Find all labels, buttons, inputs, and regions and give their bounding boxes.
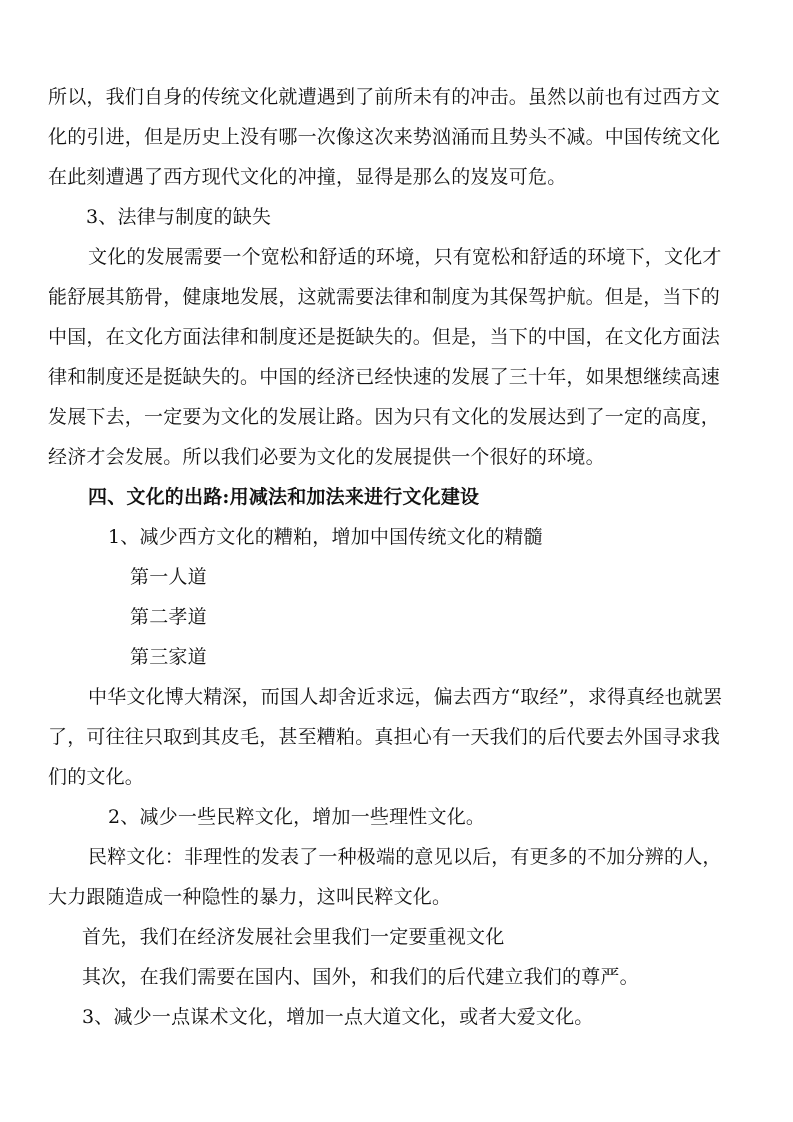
- text-line-3: 在此刻遭遇了西方现代文化的冲撞，显得是那么的岌岌可危。: [48, 166, 567, 188]
- text-line-9: 发展下去，一定要为文化的发展让路。因为只有文化的发展达到了一定的高度，: [48, 406, 721, 428]
- subheading-1: 1、减少西方文化的糟粕，增加中国传统文化的精髓: [108, 526, 543, 548]
- text-line-18: 们的文化。: [48, 766, 145, 788]
- section-heading-3: 3、法律与制度的缺失: [86, 206, 272, 228]
- subheading-2: 2、减少一些民粹文化，增加一些理性文化。: [108, 806, 486, 828]
- text-line-10: 经济才会发展。所以我们必要为文化的发展提供一个很好的环境。: [48, 446, 605, 468]
- text-line-2: 化的引进，但是历史上没有哪一次像这次来势汹涌而且势头不减。中国传统文化: [48, 126, 721, 148]
- list-item-3: 第三家道: [130, 646, 207, 668]
- text-line-6: 能舒展其筋骨，健康地发展，这就需要法律和制度为其保驾护航。但是，当下的: [48, 286, 721, 308]
- text-line-23: 其次，在我们需要在国内、国外，和我们的后代建立我们的尊严。: [82, 966, 639, 988]
- list-item-2: 第二孝道: [130, 606, 207, 628]
- text-line-5: 文化的发展需要一个宽松和舒适的环境，只有宽松和舒适的环境下，文化才: [88, 246, 722, 268]
- text-line-7: 中国，在文化方面法律和制度还是挺缺失的。但是，当下的中国，在文化方面法: [48, 326, 721, 348]
- chapter-heading-4: 四、文化的出路:用减法和加法来进行文化建设: [88, 486, 480, 508]
- subheading-3: 3、减少一点谋术文化，增加一点大道文化，或者大爱文化。: [82, 1006, 594, 1028]
- text-line-16: 中华文化博大精深，而国人却舍近求远，偏去西方“取经”，求得真经也就罢: [88, 686, 723, 708]
- text-line-22: 首先，我们在经济发展社会里我们一定要重视文化: [82, 926, 505, 948]
- text-line-8: 律和制度还是挺缺失的。中国的经济已经快速的发展了三十年，如果想继续高速: [48, 366, 721, 388]
- text-line-20: 民粹文化：非理性的发表了一种极端的意见以后，有更多的不加分辨的人，: [88, 846, 722, 868]
- list-item-1: 第一人道: [130, 566, 207, 588]
- text-line-21: 大力跟随造成一种隐性的暴力，这叫民粹文化。: [48, 886, 452, 908]
- text-line-17: 了，可往往只取到其皮毛，甚至糟粕。真担心有一天我们的后代要去外国寻求我: [48, 726, 721, 748]
- text-line-1: 所以，我们自身的传统文化就遭遇到了前所未有的冲击。虽然以前也有过西方文: [48, 86, 721, 108]
